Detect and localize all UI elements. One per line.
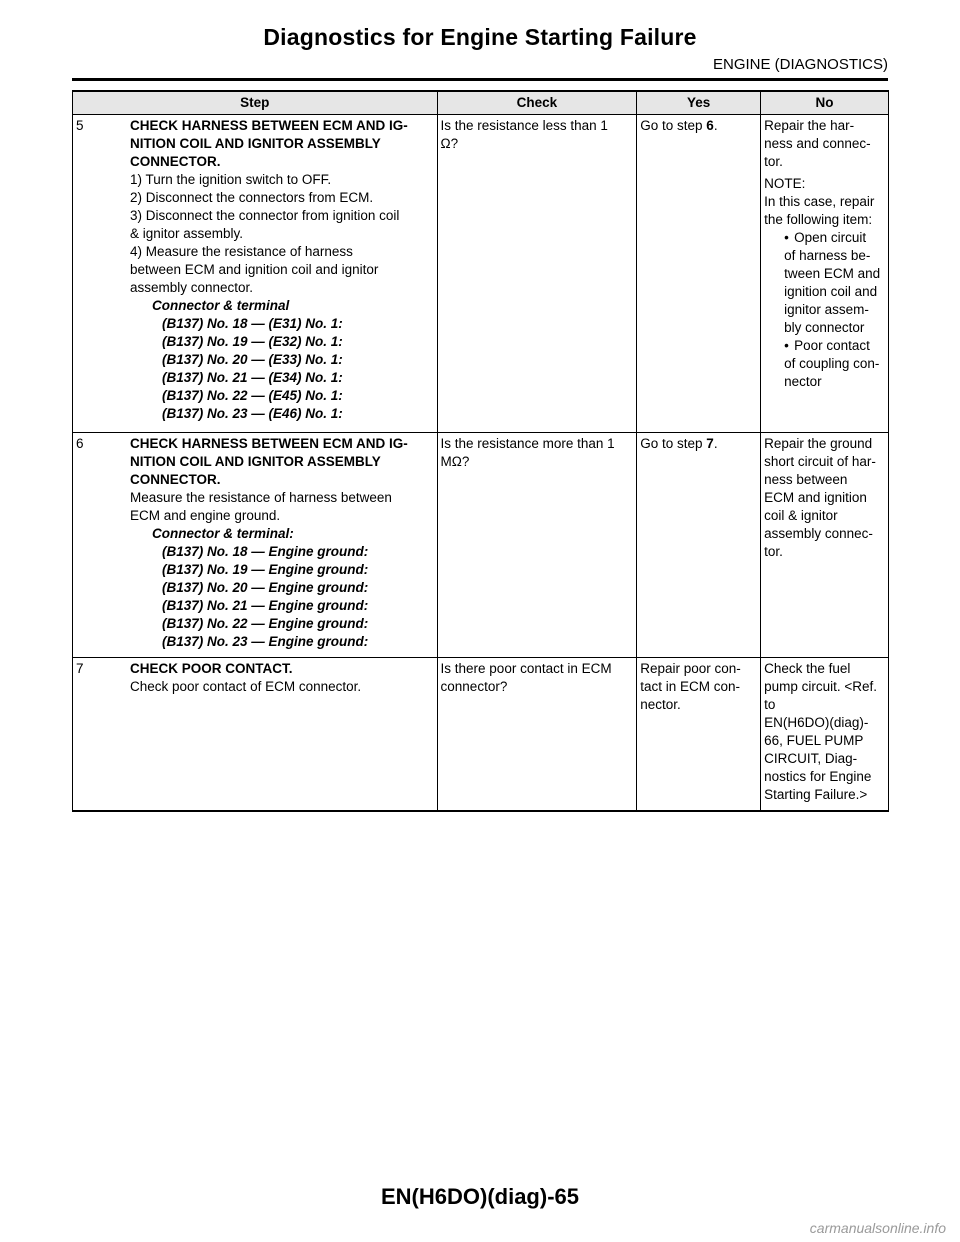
step-instructions: Check poor contact of ECM connector. [130,679,362,694]
table-header-row [73,91,889,115]
header-rule [72,78,888,81]
table-row [73,115,889,433]
step-instructions: 1) Turn the ignition switch to OFF. 2) Disconnect the connectors from ECM. 3) Disconnect the connector from ignition coil & ignitor assembly. 4) Measure the resistance of harness between ECM and ignition coil and ignitor assembly connector. [130,172,400,295]
cross-reference-link[interactable]: pump circuit. <Ref. [764,679,877,694]
page-number: EN(H6DO)(diag)-65 [380,1184,579,1209]
bullet-item: • Open circuit of harness be- tween ECM and ignition coil and ignitor assem- bly connector [784,230,881,335]
step-cell [73,433,438,658]
column-header-check: Check [437,91,637,115]
step-link[interactable]: 7 [706,436,714,451]
bullet-icon: • [784,230,789,245]
step-heading: CHECK POOR CONTACT. [130,661,293,676]
table-row [73,433,889,658]
note-label: NOTE: [764,176,806,191]
step-number: 7 [76,661,84,676]
yes-cell: Go to step 7. [637,433,761,658]
diagnostic-table [72,90,889,812]
step-heading: CHECK HARNESS BETWEEN ECM AND IG- NITION COIL AND IGNITOR ASSEMBLY CONNECTOR. [130,436,408,487]
check-cell: Is the resistance more than 1 MΩ? [437,433,637,658]
bullet-item: • Poor contact of coupling con- nector [784,338,880,389]
connector-list: (B137) No. 18 — (E31) No. 1: (B137) No. 19 — (E32) No. 1: (B137) No. 20 — (E33) No. 1: (B137) No. 21 — (E34) No. 1: (B137) No. 22 — (E45) No. 1: (B137) No. 23 — (E46) No. 1: [162,316,343,421]
step-link[interactable]: 6 [706,118,714,133]
step-heading: CHECK HARNESS BETWEEN ECM AND IG- NITION COIL AND IGNITOR ASSEMBLY CONNECTOR. [130,118,408,169]
page-title: Diagnostics for Engine Starting Failure [263,24,697,50]
step-number: 6 [76,436,84,451]
yes-cell: Go to step 6. [637,115,761,433]
check-cell: Is the resistance less than 1 Ω? [437,115,637,433]
check-cell: Is there poor contact in ECM connector? [437,658,637,812]
column-header-step: Step [73,91,438,115]
table-row [73,658,889,812]
column-header-yes: Yes [637,91,761,115]
no-cell: Repair the ground short circuit of har- ness between ECM and ignition coil & ignitor assembly connec- tor. [761,433,889,658]
connector-heading: Connector & terminal: [152,526,294,541]
yes-cell: Repair poor con- tact in ECM con- nector. [637,658,761,812]
connector-list: (B137) No. 18 — Engine ground: (B137) No. 19 — Engine ground: (B137) No. 20 — Engine ground: (B137) No. 21 — Engine ground: (B137) No. 22 — Engine ground: (B137) No. 23 — Engine ground: [162,544,369,649]
note-text: In this case, repair the following item: [764,194,875,227]
section-label: ENGINE (DIAGNOSTICS) [712,56,888,73]
step-number: 5 [76,118,84,133]
step-cell [73,115,438,433]
bullet-icon: • [784,338,789,353]
no-cell: Repair the har- ness and connec- tor. NOTE: In this case, repair the following item: • Open circuit of harness be- tween ECM and ignition coil and ignitor assem- bly connector • Poor contact of coupling con- nector [761,115,889,433]
step-cell [73,658,438,812]
step-instructions: Measure the resistance of harness between ECM and engine ground. [130,490,392,523]
no-cell: Check the fuel pump circuit. <Ref. to EN(H6DO)(diag)- 66, FUEL PUMP CIRCUIT, Diag- nostics for Engine Starting Failure.> [761,658,889,812]
column-header-no: No [761,91,889,115]
watermark: carmanualsonline.info [809,1220,946,1236]
connector-heading: Connector & terminal [152,298,290,313]
